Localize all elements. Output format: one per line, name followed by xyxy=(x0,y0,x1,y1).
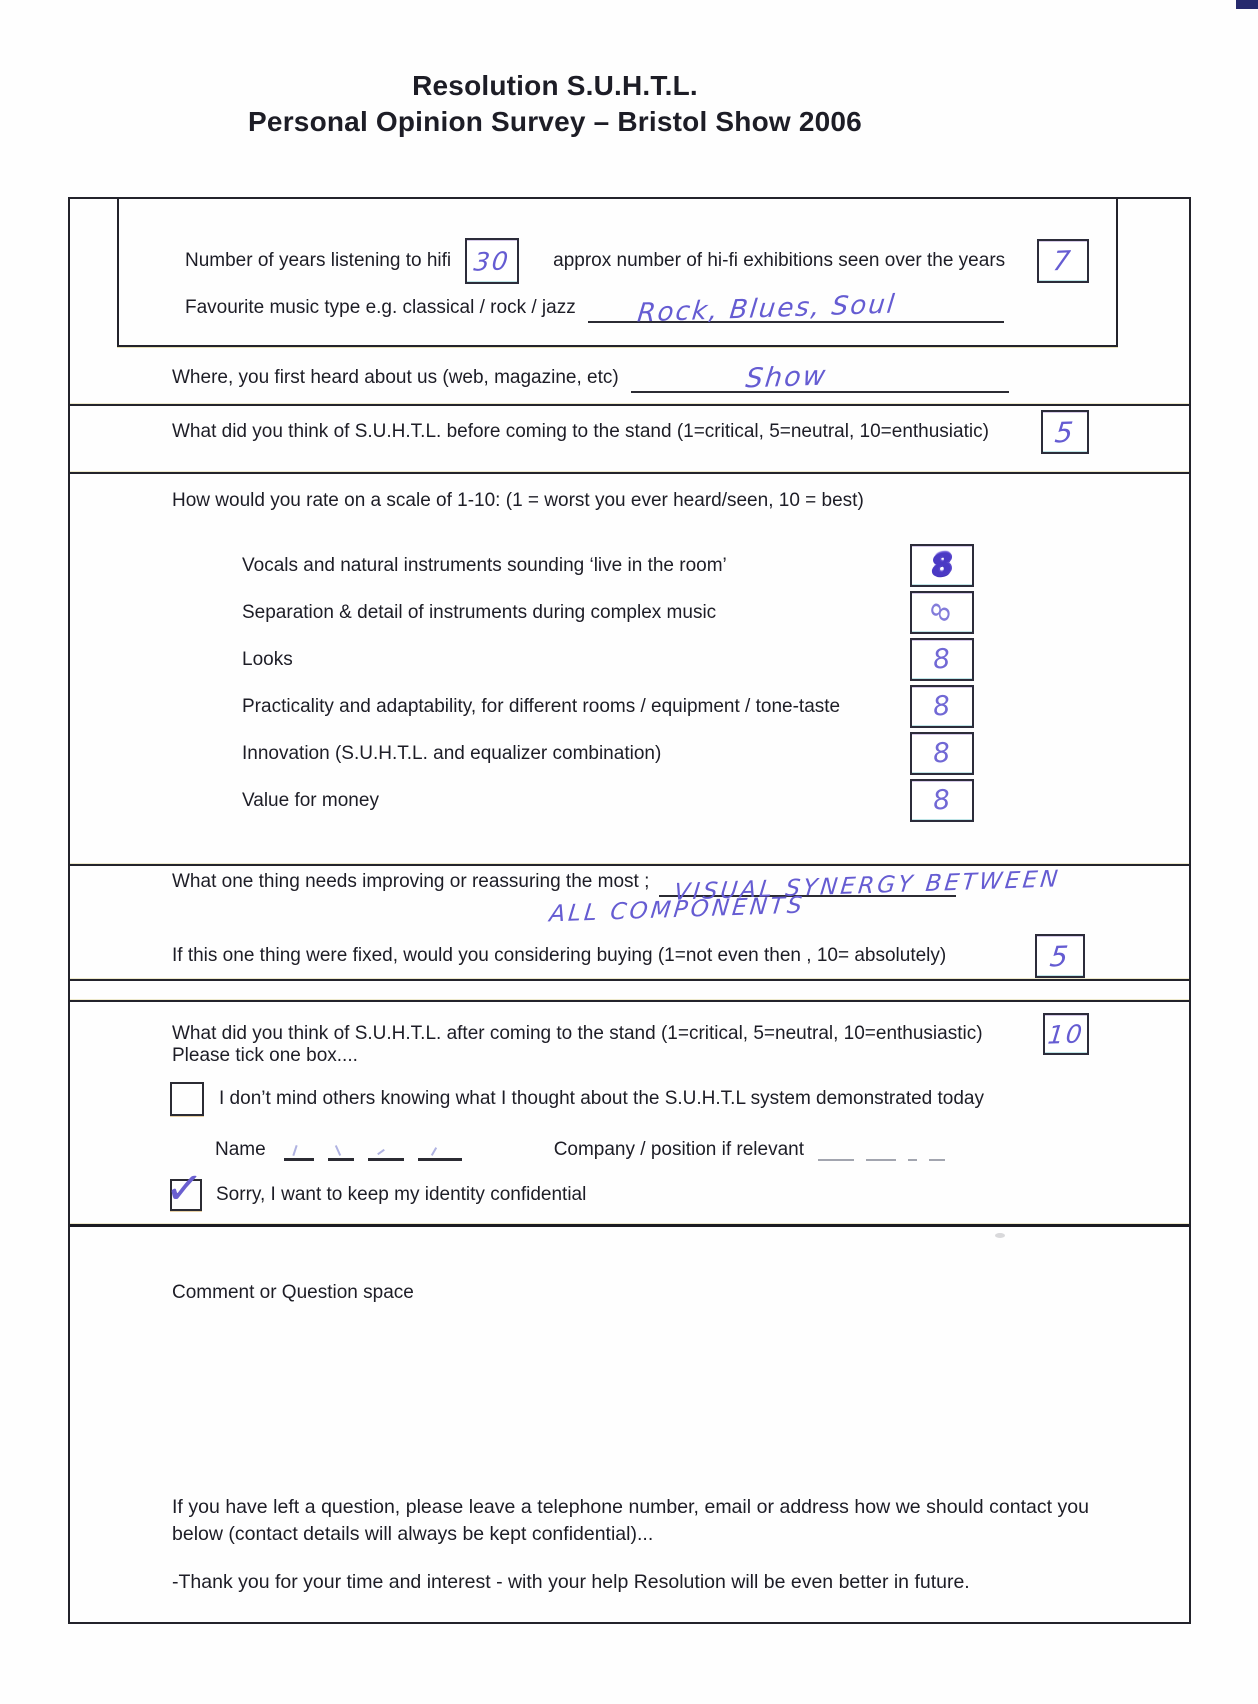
company-label: Company / position if relevant xyxy=(553,1139,804,1160)
tick-instruction: Please tick one box.... xyxy=(172,1045,358,1066)
rating-label: Innovation (S.U.H.T.L. and equalizer combination) xyxy=(242,743,662,764)
years-answer-value: 30 xyxy=(472,245,512,277)
section-divider xyxy=(70,979,1189,981)
improve-row xyxy=(172,866,1063,906)
section-divider xyxy=(70,864,1189,866)
improve-question-label: What one thing needs improving or reassuring the most ; xyxy=(172,871,650,892)
music-question-label: Favourite music type e.g. classical / rock / jazz xyxy=(185,297,576,318)
page-title-line2: Personal Opinion Survey – Bristol Show 2006 xyxy=(248,106,862,137)
improve-answer-value-line2: ALL COMPONENTS xyxy=(548,892,807,928)
buy-answer-value: 5 xyxy=(1048,939,1072,973)
rating-answer-value: 8 xyxy=(932,690,952,723)
buy-answer-box[interactable] xyxy=(1035,934,1085,978)
check-mark-icon: ✓ xyxy=(163,1159,206,1217)
section-divider xyxy=(70,1000,1189,1002)
thanks-note: -Thank you for your time and interest - with your help Resolution will be even better in future. xyxy=(172,1571,970,1593)
consent-checkbox[interactable] xyxy=(170,1082,204,1116)
section-divider xyxy=(70,404,1189,406)
exhibitions-answer-box[interactable] xyxy=(1037,239,1089,283)
contact-note: If you have left a question, please leave a telephone number, email or address how we should contact you below (contact details will always be kept confidential)... xyxy=(172,1496,1089,1545)
rating-row xyxy=(70,779,1189,822)
name-company-row xyxy=(215,1134,1129,1166)
ratings-heading: How would you rate on a scale of 1-10: (1 = worst you ever heard/seen, 10 = best) xyxy=(172,490,864,511)
years-answer-box[interactable] xyxy=(465,238,519,284)
after-answer-box[interactable] xyxy=(1043,1013,1089,1055)
corner-scan-mark xyxy=(1236,0,1258,9)
survey-form xyxy=(68,197,1191,1624)
source-question-label: Where, you first heard about us (web, magazine, etc) xyxy=(172,367,619,388)
source-answer-line[interactable] xyxy=(631,361,1009,393)
before-question-label: What did you think of S.U.H.T.L. before coming to the stand (1=critical, 5=neutral, 10=enthusiatic) xyxy=(172,421,989,442)
music-answer-line[interactable] xyxy=(588,289,1004,329)
rating-answer-box[interactable] xyxy=(910,779,974,822)
name-label: Name xyxy=(215,1139,266,1160)
rating-label: Value for money xyxy=(242,790,379,811)
section-divider xyxy=(70,1224,1189,1227)
before-answer-box[interactable] xyxy=(1041,410,1089,454)
before-row xyxy=(172,411,1089,453)
exhibitions-answer-value: 7 xyxy=(1051,245,1075,277)
after-answer-value: 10 xyxy=(1046,1018,1086,1050)
source-row xyxy=(172,357,1009,393)
rating-answer-value: 8 xyxy=(932,643,952,676)
page-title-line1: Resolution S.U.H.T.L. xyxy=(412,70,698,101)
comment-space[interactable] xyxy=(172,1314,1089,1484)
exhibitions-question-label: approx number of hi-fi exhibitions seen over the years xyxy=(553,250,1006,271)
confidential-checkbox[interactable] xyxy=(163,1159,206,1217)
rating-label: Vocals and natural instruments sounding ‘live in the room’ xyxy=(242,555,727,576)
rating-answer-value: 8 xyxy=(932,784,952,817)
rating-answer-value: 8 xyxy=(932,737,952,770)
rating-label: Separation & detail of instruments during complex music xyxy=(242,602,717,623)
rating-row xyxy=(70,544,1189,587)
improve-answer-value-line1: VISUAL SYNERGY BETWEEN xyxy=(673,866,1063,906)
name-answer-line[interactable] xyxy=(284,1134,476,1166)
rating-answer-box[interactable] xyxy=(910,638,974,681)
music-answer-value: Rock, Blues, Soul xyxy=(635,289,898,329)
improve-answer-line[interactable] xyxy=(659,866,1063,906)
comment-space-heading: Comment or Question space xyxy=(172,1282,414,1303)
page-title xyxy=(0,68,1110,140)
rating-row xyxy=(70,591,1189,634)
rating-row xyxy=(70,732,1189,775)
company-answer-line[interactable] xyxy=(818,1135,957,1166)
rating-label: Looks xyxy=(242,649,293,670)
confidential-row xyxy=(163,1159,1129,1217)
rating-row xyxy=(70,638,1189,681)
rating-answer-box[interactable] xyxy=(910,685,974,728)
rating-answer-box[interactable] xyxy=(910,544,974,587)
after-question-label: What did you think of S.U.H.T.L. after coming to the stand (1=critical, 5=neutral, 10=enthusiastic) xyxy=(172,1023,983,1044)
before-answer-value: 5 xyxy=(1053,415,1077,449)
section-divider xyxy=(70,472,1189,474)
rating-label: Practicality and adaptability, for different rooms / equipment / tone-taste xyxy=(242,696,841,717)
rating-answer-value: 8 xyxy=(925,600,959,625)
rating-answer-value: 8 xyxy=(929,546,955,585)
rating-row xyxy=(70,685,1189,728)
years-question-label: Number of years listening to hifi xyxy=(185,250,452,271)
profile-row xyxy=(185,237,1089,285)
music-row xyxy=(185,289,1004,329)
source-answer-value: Show xyxy=(743,360,829,395)
buy-row xyxy=(172,935,1085,977)
consent-row xyxy=(170,1084,1129,1114)
rating-answer-box[interactable] xyxy=(910,591,974,634)
buy-question-label: If this one thing were fixed, would you considering buying (1=not even then , 10= absolutely) xyxy=(172,945,947,966)
rating-answer-box[interactable] xyxy=(910,732,974,775)
confidential-label: Sorry, I want to keep my identity confidential xyxy=(216,1184,587,1205)
consent-label: I don’t mind others knowing what I thought about the S.U.H.T.L system demonstrated today xyxy=(219,1088,984,1109)
